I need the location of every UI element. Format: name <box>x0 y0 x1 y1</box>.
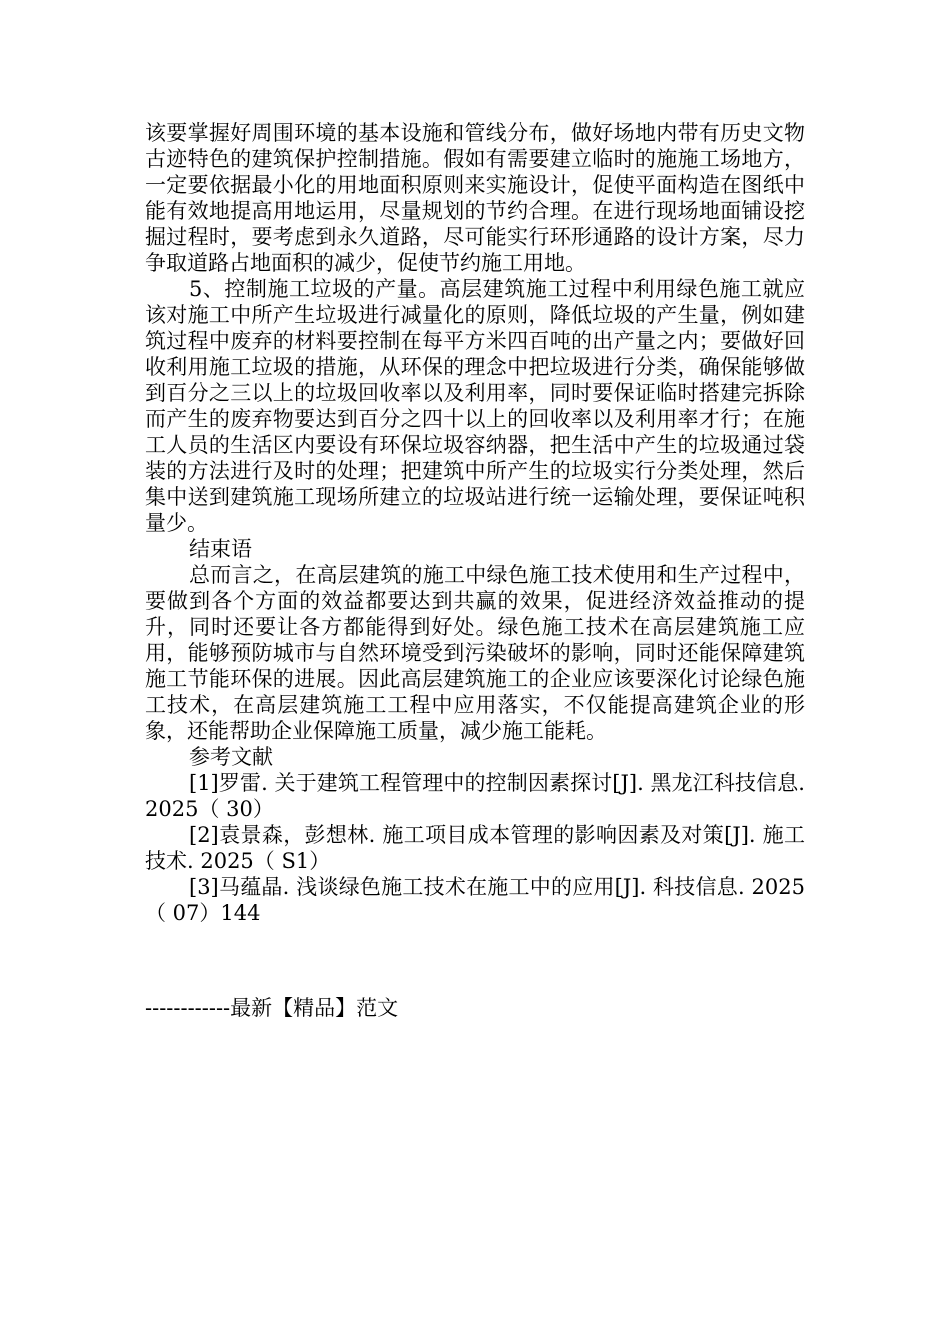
document-body <box>145 120 805 926</box>
conclusion-heading: 结束语 <box>189 537 252 561</box>
references-heading: 参考文献 <box>189 745 273 769</box>
conclusion-paragraph: 总而言之，在高层建筑的施工中绿色施工技术使用和生产过程中，要做到各个方面的效益都要达到共赢的效果，促进经济效益推动的提升，同时还要让各方都能得到好处。绿色施工技术在高层建筑施工应用，能够预防城市与自然环境受到污染破坏的影响，同时还能保障建筑施工节能环保的进展。因此高层建筑施工的企业应该要深化讨论绿色施工技术，在高层建筑施工工程中应用落实，不仅能提高建筑企业的形象，还能帮助企业保障施工质量，减少施工能耗。 <box>145 563 805 743</box>
footer-banner: ------------最新【精品】范文 <box>145 996 399 1020</box>
reference-item-1: [1]罗雷. 关于建筑工程管理中的控制因素探讨[J]. 黑龙江科技信息. 2025（ 30） <box>145 771 805 821</box>
reference-item-2: [2]袁景森，彭想林. 施工项目成本管理的影响因素及对策[J]. 施工技术. 2025（ S1） <box>145 823 805 873</box>
continuation-paragraph: 该要掌握好周围环境的基本设施和管线分布，做好场地内带有历史文物古迹特色的建筑保护控制措施。假如有需要建立临时的施施工场地方，一定要依据最小化的用地面积原则来实施设计，促使平面构造在图纸中能有效地提高用地运用，尽量规划的节约合理。在进行现场地面铺设挖掘过程时，要考虑到永久道路，尽可能实行环形通路的设计方案，尽力争取道路占地面积的减少，促使节约施工用地。 <box>145 121 805 275</box>
item-5-paragraph: 5、控制施工垃圾的产量。高层建筑施工过程中利用绿色施工就应该对施工中所产生垃圾进行减量化的原则，降低垃圾的产生量，例如建筑过程中废弃的材料要控制在每平方米四百吨的出产量之内；要做好回收利用施工垃圾的措施，从环保的理念中把垃圾进行分类，确保能够做到百分之三以上的垃圾回收率以及利用率，同时要保证临时搭建完拆除而产生的废弃物要达到百分之四十以上的回收率以及利用率才行；在施工人员的生活区内要设有环保垃圾容纳器，把生活中产生的垃圾通过袋装的方法进行及时的处理；把建筑中所产生的垃圾实行分类处理，然后集中送到建筑施工现场所建立的垃圾站进行统一运输处理，要保证吨积量少。 <box>145 277 805 535</box>
reference-item-3: [3]马蕴晶. 浅谈绿色施工技术在施工中的应用[J]. 科技信息. 2025（ 07）144 <box>145 875 805 925</box>
